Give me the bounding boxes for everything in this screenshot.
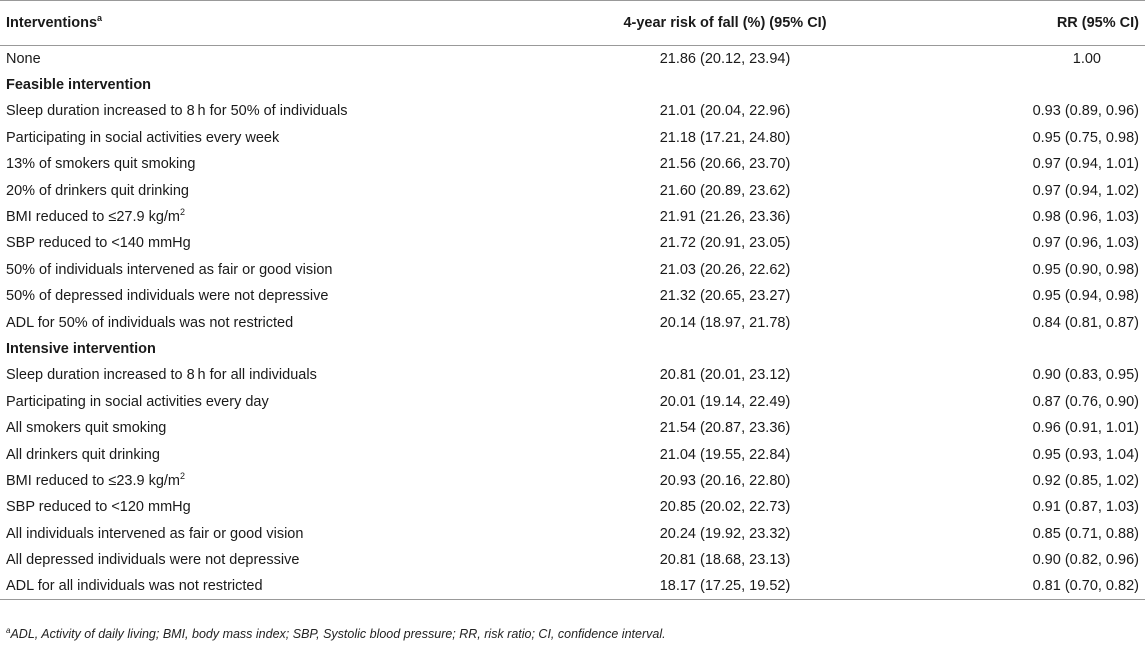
row-risk: 20.85 (20.02, 22.73) (659, 499, 791, 516)
table-row (0, 98, 1145, 124)
row-risk: 21.04 (19.55, 22.84) (659, 446, 791, 463)
row-label: Sleep duration increased to 8 h for 50% of individuals (6, 103, 348, 120)
row-rr: 0.93 (0.89, 0.96) (1032, 103, 1139, 120)
section-title: Intensive intervention (6, 340, 156, 357)
row-risk: 21.32 (20.65, 23.27) (659, 288, 791, 305)
table-row (0, 468, 1145, 494)
table-row (0, 415, 1145, 441)
header-row (0, 1, 1145, 46)
row-risk: 20.01 (19.14, 22.49) (659, 393, 791, 410)
row-rr: 0.85 (0.71, 0.88) (1032, 525, 1139, 542)
row-rr: 0.97 (0.94, 1.01) (1032, 156, 1139, 173)
row-risk: 20.81 (20.01, 23.12) (659, 367, 791, 384)
table-row (0, 151, 1145, 177)
table-row (0, 230, 1145, 256)
row-risk: 21.18 (17.21, 24.80) (659, 129, 791, 146)
table-row (0, 389, 1145, 415)
row-rr: 0.95 (0.90, 0.98) (1032, 261, 1139, 278)
table-row-none (0, 46, 1145, 72)
row-rr: 1.00 (1072, 50, 1101, 67)
footnote-marker: a (97, 13, 103, 24)
row-rr: 0.90 (0.82, 0.96) (1032, 552, 1139, 569)
row-label: None (6, 50, 41, 67)
row-label: ADL for 50% of individuals was not restricted (6, 314, 294, 331)
table-row (0, 494, 1145, 520)
row-risk: 21.60 (20.89, 23.62) (659, 182, 791, 199)
section-title: Feasible intervention (6, 77, 152, 94)
row-rr: 0.96 (0.91, 1.01) (1032, 420, 1139, 437)
row-label: All smokers quit smoking (6, 420, 167, 437)
table-body (0, 46, 1145, 600)
row-label: 50% of individuals intervened as fair or good vision (6, 261, 333, 278)
row-rr: 0.95 (0.93, 1.04) (1032, 446, 1139, 463)
row-risk: 21.91 (21.26, 23.36) (659, 209, 791, 226)
row-risk: 20.81 (18.68, 23.13) (659, 552, 791, 569)
row-label: 20% of drinkers quit drinking (6, 182, 189, 199)
row-label: SBP reduced to <140 mmHg (6, 235, 191, 252)
row-risk: 20.93 (20.16, 22.80) (659, 472, 791, 489)
row-risk: 21.01 (20.04, 22.96) (659, 103, 791, 120)
row-rr: 0.95 (0.75, 0.98) (1032, 129, 1139, 146)
table-row (0, 125, 1145, 151)
table-row (0, 309, 1145, 335)
row-risk: 21.56 (20.66, 23.70) (659, 156, 791, 173)
row-label: SBP reduced to <120 mmHg (6, 499, 191, 516)
row-risk: 20.14 (18.97, 21.78) (659, 314, 791, 331)
row-risk: 20.24 (19.92, 23.32) (659, 525, 791, 542)
row-label: 13% of smokers quit smoking (6, 156, 196, 173)
table-row (0, 441, 1145, 467)
row-rr: 0.90 (0.83, 0.95) (1032, 367, 1139, 384)
row-risk: 18.17 (17.25, 19.52) (560, 573, 890, 599)
row-label: All depressed individuals were not depressive (6, 552, 300, 569)
row-rr: 0.98 (0.96, 1.03) (1032, 209, 1139, 226)
row-risk: 21.03 (20.26, 22.62) (659, 261, 791, 278)
table-row (0, 547, 1145, 573)
header-risk: 4-year risk of fall (%) (95% CI) (560, 1, 890, 46)
row-rr: 0.97 (0.96, 1.03) (1032, 235, 1139, 252)
section-header-row (0, 72, 1145, 98)
row-label: Participating in social activities every week (6, 129, 280, 146)
header-interventions: Interventions$^a$ (0, 1, 560, 46)
row-label: Sleep duration increased to 8 h for all individuals (6, 367, 317, 384)
table-row (0, 257, 1145, 283)
row-label: 50% of depressed individuals were not depressive (6, 288, 329, 305)
row-rr: 0.97 (0.94, 1.02) (1032, 182, 1139, 199)
table-row (0, 573, 1145, 599)
row-rr: 0.84 (0.81, 0.87) (1032, 314, 1139, 331)
row-rr: 0.95 (0.94, 0.98) (1032, 288, 1139, 305)
row-label: All drinkers quit drinking (6, 446, 160, 463)
row-label: BMI reduced to ≤23.9 $kg/m^2$ (6, 471, 186, 489)
row-rr: 0.92 (0.85, 1.02) (1032, 472, 1139, 489)
header-rr: RR (95% CI) (890, 1, 1145, 46)
row-rr: 0.81 (0.70, 0.82) (890, 573, 1145, 599)
row-label: Participating in social activities every day (6, 393, 269, 410)
section-header-row (0, 336, 1145, 362)
table-row (0, 177, 1145, 203)
row-rr: 0.87 (0.76, 0.90) (1032, 393, 1139, 410)
table-footnote: $^a$ADL, Activity of daily living; BMI, body mass index; SBP, Systolic blood pressure; RR, risk ratio; CI, confidence interval. (6, 625, 666, 641)
table-row (0, 204, 1145, 230)
row-label: All individuals intervened as fair or good vision (6, 525, 304, 542)
table-row (0, 521, 1145, 547)
table-row (0, 362, 1145, 388)
row-label: BMI reduced to ≤27.9 $kg/m^2$ (6, 207, 186, 226)
row-risk: 21.54 (20.87, 23.36) (659, 420, 791, 437)
row-risk: 21.86 (20.12, 23.94) (659, 50, 791, 67)
row-rr: 0.91 (0.87, 1.03) (1032, 499, 1139, 516)
table-row (0, 283, 1145, 309)
row-label: ADL for all individuals was not restricted (0, 573, 560, 599)
row-risk: 21.72 (20.91, 23.05) (659, 235, 791, 252)
